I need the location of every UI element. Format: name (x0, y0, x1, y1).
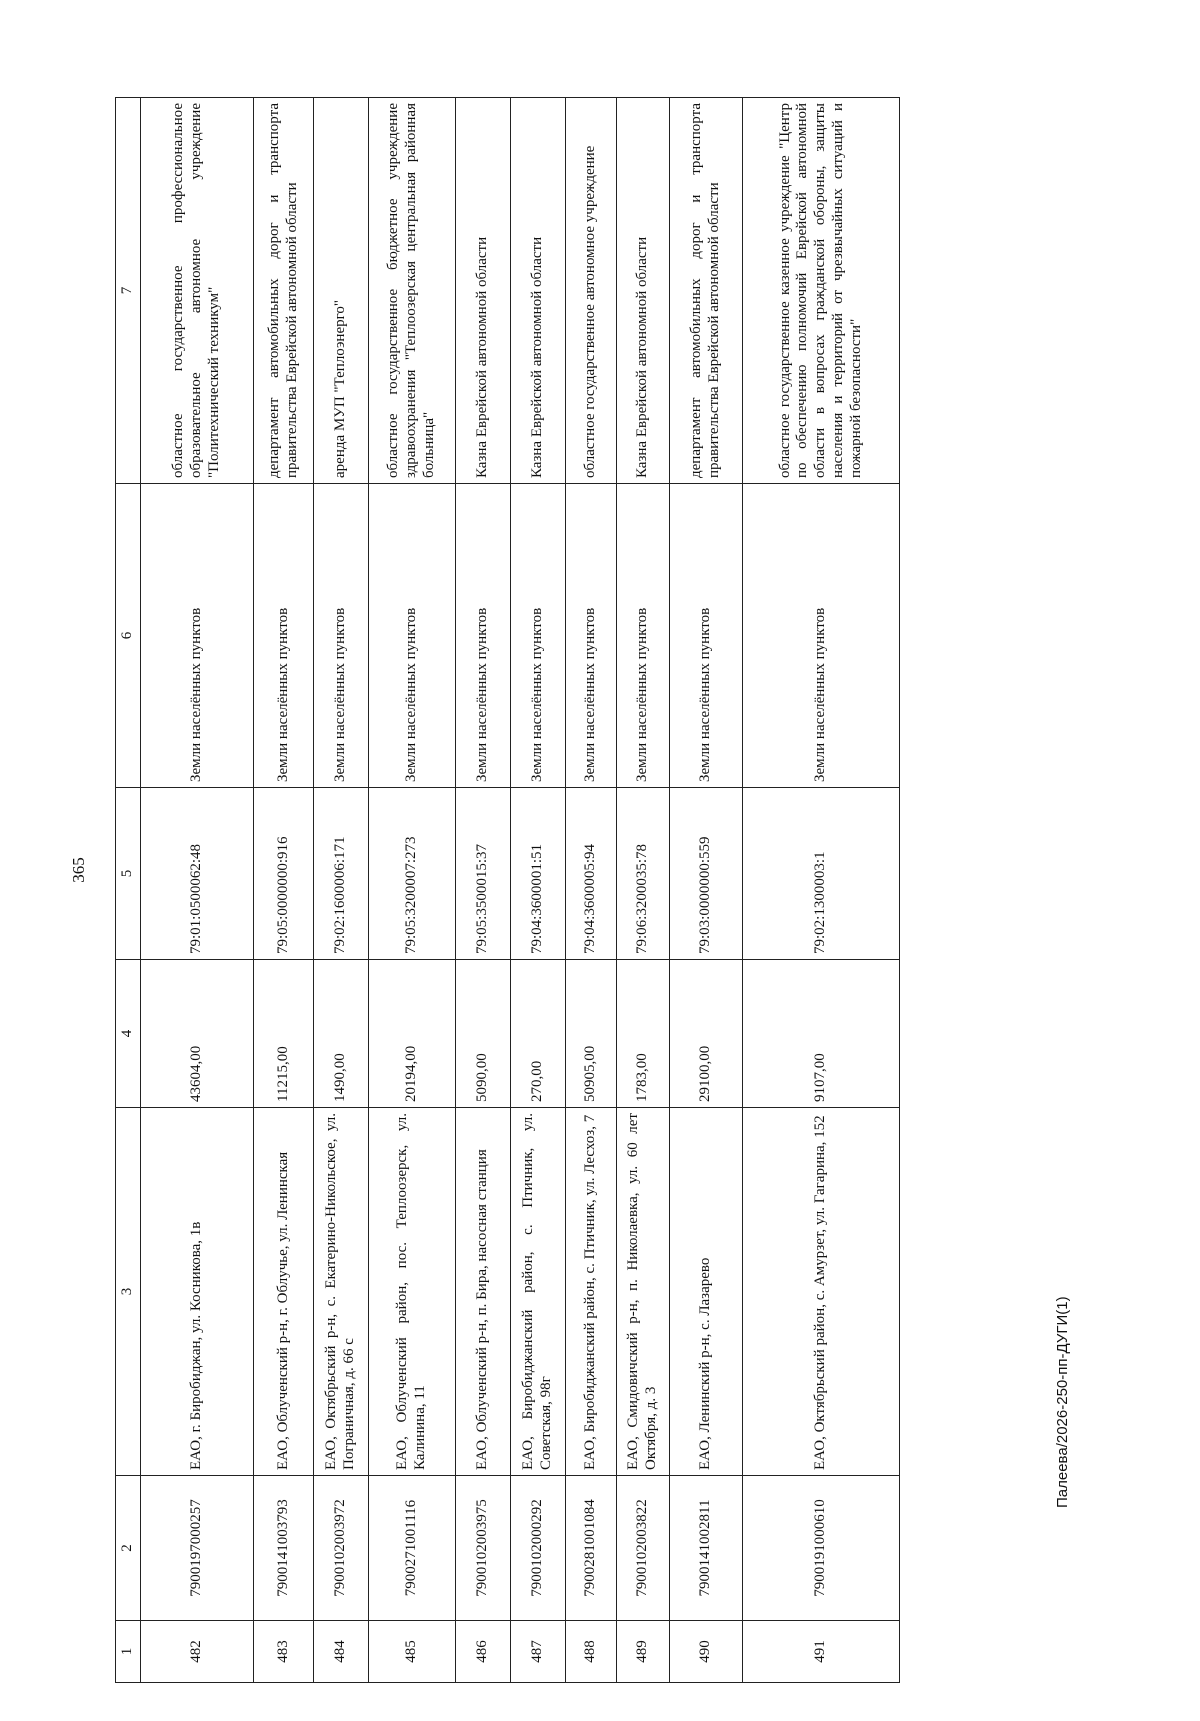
land-category: Земли населённых пунктов (511, 484, 566, 788)
owner: департамент автомобильных дорог и транспорта правительства Еврейской автономной области (254, 98, 314, 484)
address: ЕАО, Ленинский р-н, с. Лазарево (670, 1108, 743, 1476)
registry-number: 7900102003972 (314, 1476, 369, 1621)
land-category: Земли населённых пунктов (254, 484, 314, 788)
land-category: Земли населённых пунктов (670, 484, 743, 788)
owner: департамент автомобильных дорог и транспорта правительства Еврейской автономной области (670, 98, 743, 484)
col-header: 1 (116, 1621, 141, 1683)
owner-text: областное государственное автономное учреждение (582, 145, 599, 478)
table-row (617, 98, 670, 1683)
land-category: Земли населённых пунктов (617, 484, 670, 788)
table-row (743, 98, 900, 1683)
cadastral-number: 79:05:3200007:273 (369, 788, 456, 960)
cadastral-number: 79:03:0000000:559 (670, 788, 743, 960)
registry-number: 7900102000292 (511, 1476, 566, 1621)
cadastral-number: 79:01:0500062:48 (141, 788, 254, 960)
col-header: 4 (116, 960, 141, 1108)
owner: областное государственное профессиональное образовательное автономное учреждение "Политехнический техникум" (141, 98, 254, 484)
table-row (670, 98, 743, 1683)
row-number: 483 (254, 1621, 314, 1683)
registry-number: 7900102003822 (617, 1476, 670, 1621)
land-category: Земли населённых пунктов (314, 484, 369, 788)
registry-number: 7900271001116 (369, 1476, 456, 1621)
document-code: Палеева/2026-250-пп-ДУГИ(1) (1054, 1296, 1071, 1508)
cadastral-number: 79:05:0000000:916 (254, 788, 314, 960)
row-number: 490 (670, 1621, 743, 1683)
page-number: 365 (68, 857, 88, 883)
land-category: Земли населённых пунктов (369, 484, 456, 788)
address: ЕАО, Облученский р-н, г. Облучье, ул. Ленинская (254, 1108, 314, 1476)
area: 20194,00 (369, 960, 456, 1108)
owner: Казна Еврейской автономной области (617, 98, 670, 484)
registry-number: 7900102003975 (456, 1476, 511, 1621)
registry-number: 7900281001084 (566, 1476, 617, 1621)
row-number: 486 (456, 1621, 511, 1683)
registry-number: 7900197000257 (141, 1476, 254, 1621)
cadastral-number: 79:05:3500015:37 (456, 788, 511, 960)
row-number: 485 (369, 1621, 456, 1683)
owner: Казна Еврейской автономной области (511, 98, 566, 484)
owner (566, 98, 617, 484)
table-row (456, 98, 511, 1683)
cadastral-number: 79:02:1300003:1 (743, 788, 900, 960)
area: 270,00 (511, 960, 566, 1108)
address: ЕАО, Октябрьский район, с. Амурзет, ул. Гагарина, 152 (743, 1108, 900, 1476)
cadastral-number: 79:04:3600005:94 (566, 788, 617, 960)
row-number: 489 (617, 1621, 670, 1683)
col-header: 3 (116, 1108, 141, 1476)
row-number: 487 (511, 1621, 566, 1683)
area: 43604,00 (141, 960, 254, 1108)
row-number: 484 (314, 1621, 369, 1683)
table-row (254, 98, 314, 1683)
col-header: 6 (116, 484, 141, 788)
land-registry-table (115, 97, 900, 1683)
registry-number: 7900141002811 (670, 1476, 743, 1621)
col-header: 7 (116, 98, 141, 484)
land-category: Земли населённых пунктов (743, 484, 900, 788)
cadastral-number: 79:04:3600001:51 (511, 788, 566, 960)
cadastral-number: 79:02:1600006:171 (314, 788, 369, 960)
address: ЕАО, Октябрьский р-н, с. Екатерино-Никольское, ул. Пограничная, д. 66 с (314, 1108, 369, 1476)
address: ЕАО, Облученский р-н, п. Бира, насосная станция (456, 1108, 511, 1476)
address: ЕАО, Биробиджанский район, с. Птичник, ул. Лесхоз, 7 (566, 1108, 617, 1476)
header-row (116, 98, 141, 1683)
registry-number: 7900191000610 (743, 1476, 900, 1621)
table-row (314, 98, 369, 1683)
area: 29100,00 (670, 960, 743, 1108)
cadastral-number: 79:06:3200035:78 (617, 788, 670, 960)
address: ЕАО, Биробиджанский район, с. Птичник, ул. Советская, 98г (511, 1108, 566, 1476)
land-category: Земли населённых пунктов (141, 484, 254, 788)
address: ЕАО, Облученский район, пос. Теплоозерск, ул. Калинина, 11 (369, 1108, 456, 1476)
owner: областное государственное казенное учреждение "Центр по обеспечению полномочий Еврейской автономной области в вопросах гражданской обороны, защиты населения и территорий от чрезвычайных ситуаций и пожарной безопасности" (743, 98, 900, 484)
area: 11215,00 (254, 960, 314, 1108)
row-number: 488 (566, 1621, 617, 1683)
address: ЕАО, Смидовичский р-н, п. Николаевка, ул. 60 лет Октября, д. 3 (617, 1108, 670, 1476)
land-registry-table-container (115, 98, 1043, 1683)
area: 1490,00 (314, 960, 369, 1108)
table-row (369, 98, 456, 1683)
area: 50905,00 (566, 960, 617, 1108)
owner: областное государственное бюджетное учреждение здравоохранения "Теплоозерская центральная районная больница" (369, 98, 456, 484)
owner: Казна Еврейской автономной области (456, 98, 511, 484)
registry-number: 7900141003793 (254, 1476, 314, 1621)
table-row (566, 98, 617, 1683)
owner: аренда МУП "Теплоэнерго" (314, 98, 369, 484)
address: ЕАО, г. Биробиджан, ул. Косникова, 1в (141, 1108, 254, 1476)
row-number: 482 (141, 1621, 254, 1683)
area: 1783,00 (617, 960, 670, 1108)
land-category: Земли населённых пунктов (566, 484, 617, 788)
col-header: 2 (116, 1476, 141, 1621)
area: 5090,00 (456, 960, 511, 1108)
land-category: Земли населённых пунктов (456, 484, 511, 788)
area: 9107,00 (743, 960, 900, 1108)
table-row (511, 98, 566, 1683)
col-header: 5 (116, 788, 141, 960)
row-number: 491 (743, 1621, 900, 1683)
table-row (141, 98, 254, 1683)
